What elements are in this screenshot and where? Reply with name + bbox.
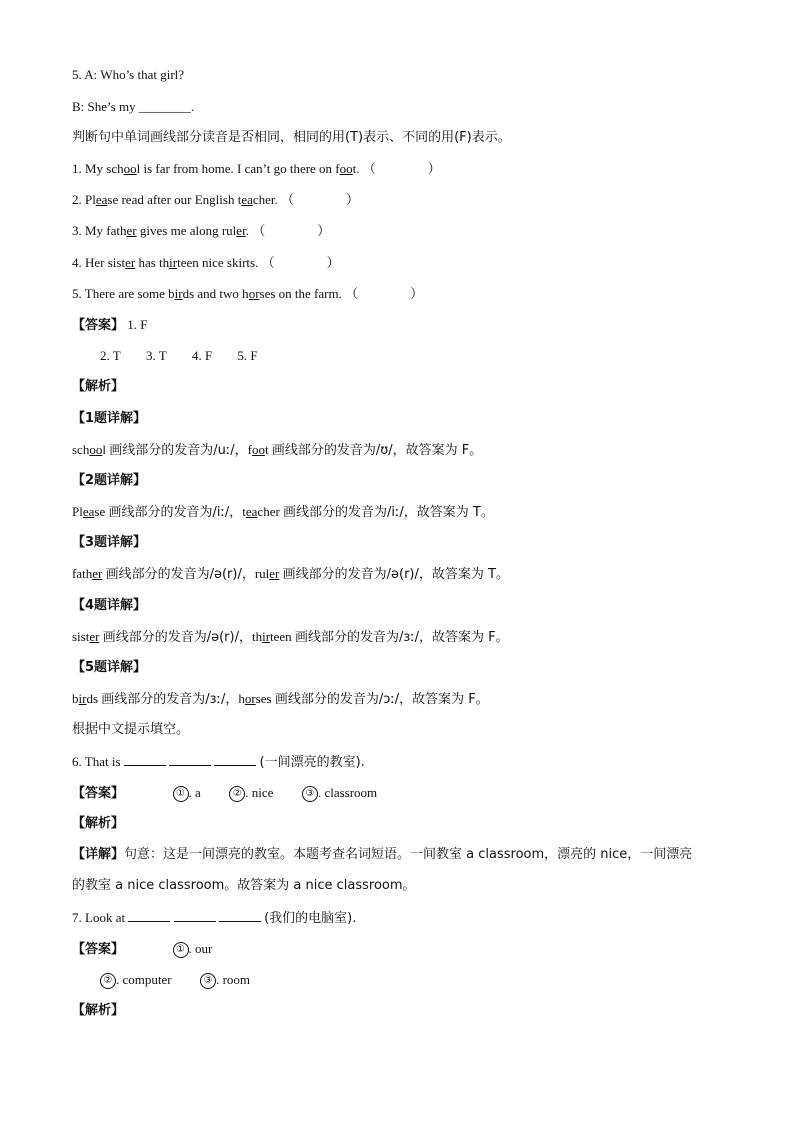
answer-value: . classroom (317, 785, 378, 800)
q7-answer-line (72, 940, 212, 959)
judge-text: cher. (252, 192, 278, 207)
q6-blank-3 (214, 753, 256, 766)
judge-text: ds and two h (182, 286, 249, 301)
q6-blank-1 (124, 753, 166, 766)
q7-prefix: 7. Look at (72, 910, 126, 925)
judge-text: teen nice skirts. (177, 255, 259, 270)
judge-item-2 (72, 191, 359, 210)
underlined-part: oo (89, 442, 103, 457)
word: ses (255, 691, 272, 706)
circled-number: ③ (200, 973, 216, 989)
detail-tag: 【详解】 (72, 847, 125, 862)
detail-text: 画线部分的发音为/ɔː/，故答案为 F。 (274, 692, 489, 707)
answer-tag: 【答案】 (72, 786, 125, 801)
q5-b-line (72, 98, 194, 116)
circled-number: ② (100, 973, 116, 989)
judge-text: has th (135, 255, 170, 270)
judge-item-3 (72, 222, 330, 241)
q7-answer-line-2 (100, 971, 250, 989)
word: ds (86, 691, 99, 706)
word: t (264, 442, 269, 457)
detail-text: 画线部分的发音为/uː/， (109, 443, 248, 458)
word: sch (72, 442, 90, 457)
q5-b-suffix: . (190, 99, 195, 114)
detail-3-title: 【3题详解】 (72, 535, 147, 550)
q6-answer-line (72, 784, 377, 803)
underlined-part: ir (78, 691, 87, 706)
answer-value: 2. T (100, 348, 121, 363)
detail-text: 画线部分的发音为/ə(r)/，故答案为 T。 (282, 567, 509, 582)
detail-text: 画线部分的发音为/ɜː/， (101, 692, 239, 707)
judge-text: se read after our English t (107, 192, 242, 207)
underlined-part: ea (95, 192, 108, 207)
detail-4-title: 【4题详解】 (72, 598, 147, 613)
circled-number: ② (229, 786, 245, 802)
q5-a-line: 5. A: Who’s that girl? (72, 67, 185, 82)
judge-text: 1. My sch (72, 161, 124, 176)
word: fath (72, 566, 93, 581)
word: teen (270, 629, 292, 644)
section1-instruction: 判断句中单词画线部分读音是否相同，相同的用(T)表示、不同的用(F)表示。 (72, 130, 511, 145)
answer-value: . nice (245, 785, 274, 800)
answer-value: . computer (116, 972, 172, 987)
answer-parentheses: （ ） (281, 193, 360, 208)
underlined-part: er (126, 223, 137, 238)
detail-3-text (72, 565, 509, 584)
analysis-tag: 【解析】 (72, 379, 125, 394)
detail-text: 画线部分的发音为/ʊ/，故答案为 F。 (271, 443, 483, 458)
judge-item-4 (72, 254, 340, 273)
underlined-part: ea (245, 504, 258, 519)
word: rul (254, 566, 270, 581)
q7-line (72, 909, 356, 928)
judge-text: gives me along rul (136, 223, 237, 238)
q7-blank-1 (128, 909, 170, 922)
answers-1-rest (100, 347, 258, 365)
q6-blank-2 (169, 753, 211, 766)
answer-tag: 【答案】 (72, 318, 125, 333)
answer-parentheses: （ ） (362, 162, 441, 177)
detail-5-title: 【5题详解】 (72, 660, 147, 675)
judge-text: 3. My fath (72, 223, 127, 238)
detail-text: 句意：这是一间漂亮的教室。本题考查名词短语。一间教室 a classroom，漂亮的 nice，一间漂亮 (124, 847, 693, 862)
q6-detail-line-2: 的教室 a nice classroom。故答案为 a nice classroom。 (72, 878, 416, 893)
q5-b-prefix: B: She’s my (72, 99, 136, 114)
answer-value: . a (188, 785, 201, 800)
answer-value: . room (216, 972, 251, 987)
detail-2-text (72, 503, 494, 522)
underlined-part: er (89, 629, 100, 644)
underlined-part: ir (262, 629, 271, 644)
word: f (247, 442, 252, 457)
word: l (102, 442, 106, 457)
q6-analysis-tag: 【解析】 (72, 816, 125, 831)
answer-parentheses: （ ） (252, 224, 331, 239)
underlined-part: oo (251, 442, 265, 457)
q7-blank-2 (174, 909, 216, 922)
detail-5-text (72, 690, 489, 709)
word: Pl (72, 504, 83, 519)
answer-parentheses: （ ） (261, 256, 340, 271)
detail-4-text (72, 628, 509, 647)
word: cher (257, 504, 280, 519)
answer-value: . our (188, 941, 213, 956)
circled-number: ③ (302, 786, 318, 802)
word: th (251, 629, 263, 644)
underlined-part: er (269, 566, 280, 581)
judge-item-1 (72, 160, 441, 179)
detail-2-title: 【2题详解】 (72, 473, 147, 488)
judge-text: 2. Pl (72, 192, 96, 207)
judge-text: 5. There are some b (72, 286, 175, 301)
section2-instruction: 根据中文提示填空。 (72, 722, 190, 737)
word: sist (72, 629, 90, 644)
judge-item-5 (72, 285, 423, 304)
detail-1-title: 【1题详解】 (72, 411, 147, 426)
detail-text: 画线部分的发音为/iː/，故答案为 T。 (283, 505, 494, 520)
underlined-part: ir (169, 255, 178, 270)
underlined-part: or (244, 691, 256, 706)
detail-text: 画线部分的发音为/ə(r)/， (102, 630, 252, 645)
detail-1-text (72, 441, 482, 460)
detail-text: 画线部分的发音为/iː/， (108, 505, 243, 520)
q6-line (72, 753, 365, 772)
judge-text: 4. Her sist (72, 255, 126, 270)
answer-value: 5. F (237, 348, 258, 363)
q5-b-blank: ________ (138, 99, 191, 114)
word: h (238, 691, 245, 706)
underlined-part: er (92, 566, 103, 581)
underlined-part: oo (339, 161, 353, 176)
answer-value: 1. F (127, 317, 148, 332)
underlined-part: or (248, 286, 260, 301)
underlined-part: ir (174, 286, 183, 301)
underlined-part: er (125, 255, 136, 270)
q6-prefix: 6. That is (72, 754, 121, 769)
q7-analysis-tag: 【解析】 (72, 1003, 125, 1018)
circled-number: ① (173, 942, 189, 958)
answer-parentheses: （ ） (345, 287, 424, 302)
judge-text: l is far from home. I can’t go there on f (136, 161, 340, 176)
detail-text: 画线部分的发音为/ɜː/，故答案为 F。 (294, 630, 509, 645)
q6-hint: (一间漂亮的教室). (259, 755, 365, 770)
answers-1-line (72, 316, 148, 335)
underlined-part: ea (82, 504, 95, 519)
word: t (242, 504, 246, 519)
answer-value: 4. F (191, 348, 213, 363)
detail-text: 画线部分的发音为/ə(r)/， (105, 567, 255, 582)
judge-text: . (245, 223, 249, 238)
judge-text: t. (352, 161, 360, 176)
circled-number: ① (173, 786, 189, 802)
underlined-part: er (236, 223, 246, 238)
answer-tag: 【答案】 (72, 942, 125, 957)
judge-text: ses on the farm. (259, 286, 342, 301)
q7-hint: (我们的电脑室). (264, 911, 357, 926)
answer-value: 3. T (145, 348, 167, 363)
word: se (94, 504, 106, 519)
word: b (72, 691, 79, 706)
q7-blank-3 (219, 909, 261, 922)
underlined-part: ea (241, 192, 253, 207)
underlined-part: oo (123, 161, 137, 176)
q6-detail-line-1 (72, 846, 692, 864)
